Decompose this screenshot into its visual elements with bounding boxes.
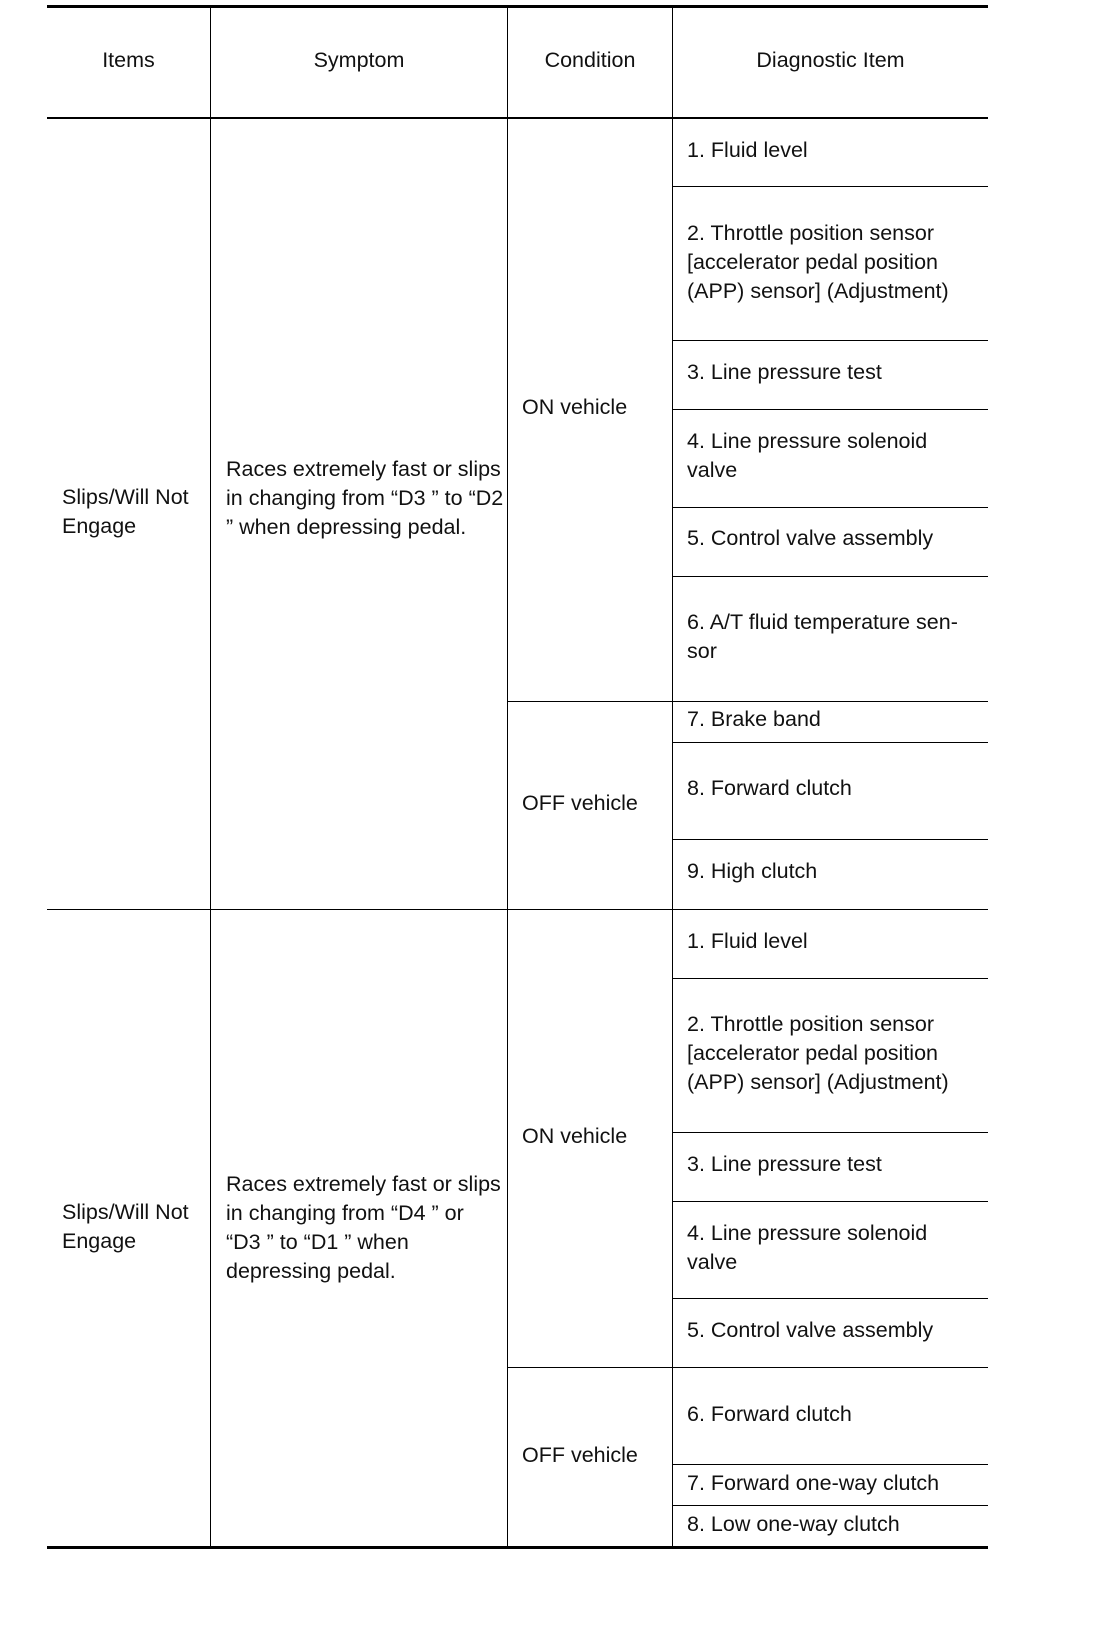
diagnostic-text: 3. Line pressure test [687, 360, 882, 384]
diagnostic-text: 8. Low one-way clutch [687, 1512, 900, 1536]
diagnostic-text: 2. Throttle position sensor [accelerator pedal position (APP) sensor] (Adjustment) [687, 221, 949, 303]
diagnostic-text: 4. Line pressure solenoid valve [687, 429, 928, 482]
header-rule [47, 117, 988, 119]
symptom-cell [226, 455, 504, 542]
condition-divider [507, 1367, 673, 1368]
condition-text: ON vehicle [522, 395, 628, 419]
condition-text: OFF vehicle [522, 791, 638, 815]
condition-cell [522, 1122, 670, 1151]
header-diagnostic-label: Diagnostic Item [756, 48, 905, 72]
diagnostic-item [687, 608, 983, 666]
diagnostic-item [687, 857, 983, 886]
column-rule [672, 7, 673, 1548]
top-rule [47, 5, 988, 8]
diagnostic-item [687, 1400, 983, 1429]
item-text: Slips/Will Not Engage [62, 485, 189, 538]
symptom-cell [226, 1170, 504, 1286]
header-symptom-label: Symptom [313, 48, 405, 72]
diagnostic-item [687, 927, 983, 956]
diagnostic-item [687, 1150, 983, 1179]
item-cell [62, 483, 207, 541]
row-rule [672, 1505, 988, 1506]
item-cell [62, 1198, 207, 1256]
row-rule [672, 1367, 988, 1368]
row-rule [672, 409, 988, 410]
diagnostic-text: 2. Throttle position sensor [accelerator pedal position (APP) sensor] (Adjustment) [687, 1012, 949, 1094]
bottom-rule [47, 1546, 988, 1549]
diagnostic-item [687, 1469, 983, 1498]
row-rule [672, 1201, 988, 1202]
diagnostic-item [687, 1010, 983, 1097]
row-rule [672, 1132, 988, 1133]
condition-cell [522, 1441, 670, 1470]
diagnostic-item [687, 1510, 983, 1539]
diagnostic-text: 4. Line pressure solenoid valve [687, 1221, 928, 1274]
row-rule [672, 978, 988, 979]
diagnostic-text: 1. Fluid level [687, 138, 808, 162]
section-divider [47, 909, 988, 910]
diagnostic-item [687, 774, 983, 803]
diagnostic-text: 6. Forward clutch [687, 1402, 852, 1426]
row-rule [672, 186, 988, 187]
diagnostic-text: 8. Forward clutch [687, 776, 852, 800]
diagnostic-item [687, 136, 983, 165]
diagnostic-text: 7. Brake band [687, 707, 821, 731]
header-condition-label: Condition [544, 48, 636, 72]
header-condition [508, 46, 672, 75]
diagnostic-item [687, 1316, 983, 1345]
condition-text: ON vehicle [522, 1124, 628, 1148]
condition-divider [507, 701, 673, 702]
diagnostic-item [687, 358, 983, 387]
diagnostic-item [687, 705, 983, 734]
row-rule [672, 1464, 988, 1465]
row-rule [672, 576, 988, 577]
row-rule [672, 701, 988, 702]
diagnostic-text: 6. A/T fluid temperature sen- sor [687, 610, 958, 663]
diagnostic-text: 3. Line pressure test [687, 1152, 882, 1176]
symptom-text: Races extremely fast or slips in changing from “D4 ” or “D3 ” to “D1 ” when depressing pedal. [226, 1172, 501, 1283]
diagnostic-item [687, 524, 983, 553]
column-rule [210, 7, 211, 1548]
diagnostic-text: 9. High clutch [687, 859, 818, 883]
row-rule [672, 340, 988, 341]
header-items-label: Items [102, 48, 155, 72]
diagnostic-text: 7. Forward one-way clutch [687, 1471, 940, 1495]
condition-text: OFF vehicle [522, 1443, 638, 1467]
diagnostic-text: 5. Control valve assembly [687, 526, 934, 550]
column-rule [507, 7, 508, 1548]
diagnostic-text: 1. Fluid level [687, 929, 808, 953]
header-symptom [211, 46, 507, 75]
item-text: Slips/Will Not Engage [62, 1200, 189, 1253]
row-rule [672, 839, 988, 840]
header-diagnostic [673, 46, 988, 75]
symptom-text: Races extremely fast or slips in changing from “D3 ” to “D2 ” when depressing pedal. [226, 457, 504, 539]
diagnostic-item [687, 1219, 983, 1277]
diagnostic-item [687, 219, 983, 306]
diagnostic-text: 5. Control valve assembly [687, 1318, 934, 1342]
condition-cell [522, 393, 670, 422]
condition-cell [522, 789, 670, 818]
diagnostic-item [687, 427, 983, 485]
row-rule [672, 507, 988, 508]
header-items [47, 46, 210, 75]
row-rule [672, 742, 988, 743]
row-rule [672, 1298, 988, 1299]
